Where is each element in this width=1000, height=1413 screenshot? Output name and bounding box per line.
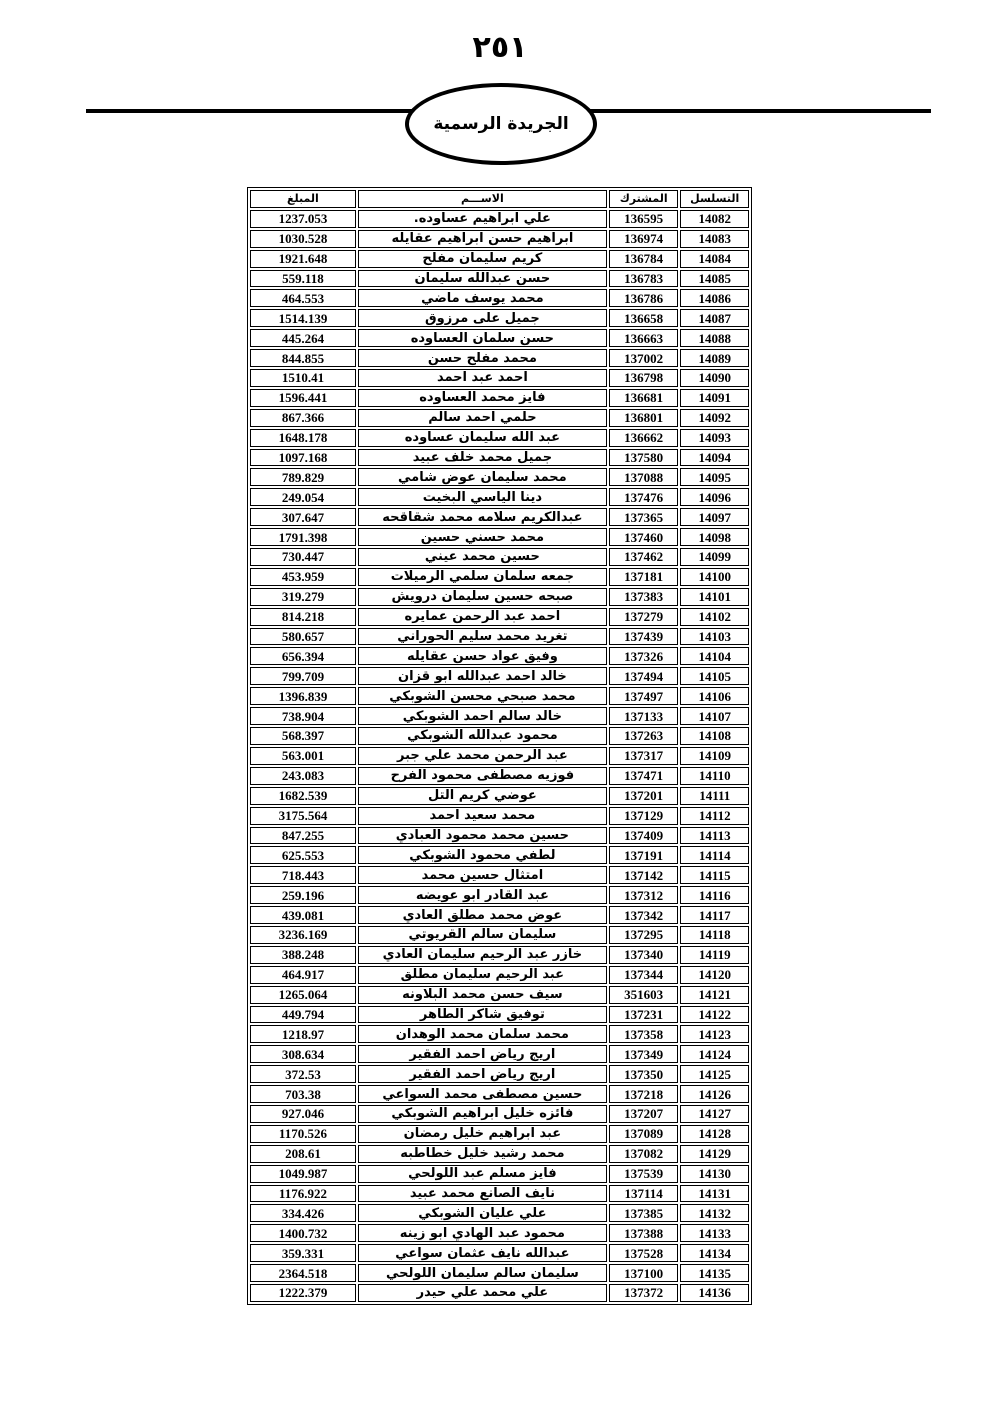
- subscriber-cell: 137142: [609, 866, 679, 884]
- amount-cell: 2364.518: [250, 1264, 356, 1282]
- name-cell: علي عليان الشوبكي: [358, 1204, 607, 1222]
- table-row: [250, 866, 749, 884]
- subscriber-cell: 137218: [609, 1085, 679, 1103]
- serial-cell: 14135: [680, 1264, 749, 1282]
- subscriber-cell: 137349: [609, 1045, 679, 1063]
- name-cell: نايف الصانع محمد عبيد: [358, 1185, 607, 1203]
- table-row: [250, 468, 749, 486]
- amount-cell: 1265.064: [250, 986, 356, 1004]
- table-row: [250, 1244, 749, 1262]
- serial-cell: 14089: [680, 349, 749, 367]
- amount-cell: 1921.648: [250, 250, 356, 268]
- subscriber-cell: 136681: [609, 389, 679, 407]
- name-cell: ابراهيم حسن ابراهيم عقايله: [358, 230, 607, 248]
- subscriber-cell: 137439: [609, 628, 679, 646]
- table-row: [250, 886, 749, 904]
- table-row: [250, 926, 749, 944]
- name-cell: توفيق شاكر الطاهر: [358, 1006, 607, 1024]
- subscriber-cell: 137372: [609, 1284, 679, 1302]
- name-cell: عبد ابراهيم خليل رمضان: [358, 1125, 607, 1143]
- name-cell: جميل محمد خلف عبيد: [358, 449, 607, 467]
- table-row: [250, 309, 749, 327]
- subscriber-cell: 137201: [609, 787, 679, 805]
- table-row: [250, 1045, 749, 1063]
- table-row: [250, 707, 749, 725]
- table-row: [250, 289, 749, 307]
- serial-cell: 14083: [680, 230, 749, 248]
- subscriber-cell: 137231: [609, 1006, 679, 1024]
- subscriber-cell: 137181: [609, 568, 679, 586]
- table-row: [250, 449, 749, 467]
- subscriber-cell: 137365: [609, 508, 679, 526]
- name-cell: عوض محمد مطلق العادي: [358, 906, 607, 924]
- subscriber-cell: 137460: [609, 528, 679, 546]
- column-header-name: الاســـم: [358, 190, 607, 208]
- name-cell: سيف حسن محمد البلاونه: [358, 986, 607, 1004]
- table-row: [250, 1145, 749, 1163]
- amount-cell: 580.657: [250, 628, 356, 646]
- serial-cell: 14106: [680, 687, 749, 705]
- serial-cell: 14132: [680, 1204, 749, 1222]
- subscriber-cell: 137089: [609, 1125, 679, 1143]
- subscriber-cell: 137528: [609, 1244, 679, 1262]
- amount-cell: 1097.168: [250, 449, 356, 467]
- table-row: [250, 1264, 749, 1282]
- serial-cell: 14094: [680, 449, 749, 467]
- name-cell: فائزه خليل ابراهيم الشوبكي: [358, 1105, 607, 1123]
- gazette-title: الجريدة الرسمية: [433, 114, 569, 134]
- serial-cell: 14107: [680, 707, 749, 725]
- subscriber-cell: 137497: [609, 687, 679, 705]
- table-row: [250, 767, 749, 785]
- table-row: [250, 687, 749, 705]
- name-cell: محمد سعيد احمد: [358, 807, 607, 825]
- serial-cell: 14085: [680, 270, 749, 288]
- serial-cell: 14129: [680, 1145, 749, 1163]
- subscriber-cell: 137317: [609, 747, 679, 765]
- serial-cell: 14116: [680, 886, 749, 904]
- table-row: [250, 946, 749, 964]
- amount-cell: 439.081: [250, 906, 356, 924]
- table-row: [250, 747, 749, 765]
- amount-cell: 656.394: [250, 647, 356, 665]
- serial-cell: 14082: [680, 210, 749, 228]
- amount-cell: 1514.139: [250, 309, 356, 327]
- amount-cell: 388.248: [250, 946, 356, 964]
- amount-cell: 1030.528: [250, 230, 356, 248]
- name-cell: اريج رياض احمد الفقير: [358, 1065, 607, 1083]
- table-row: [250, 389, 749, 407]
- table-row: [250, 1025, 749, 1043]
- amount-cell: 1396.839: [250, 687, 356, 705]
- name-cell: علي محمد علي حيدر: [358, 1284, 607, 1302]
- records-table-wrapper: [247, 187, 752, 1305]
- amount-cell: 927.046: [250, 1105, 356, 1123]
- subscriber-cell: 137350: [609, 1065, 679, 1083]
- name-cell: احمد عبد احمد: [358, 369, 607, 387]
- subscriber-cell: 137494: [609, 667, 679, 685]
- name-cell: خازر عبد الرحيم سليمان العادي: [358, 946, 607, 964]
- table-row: [250, 508, 749, 526]
- table-row: [250, 588, 749, 606]
- amount-cell: 307.647: [250, 508, 356, 526]
- serial-cell: 14130: [680, 1165, 749, 1183]
- table-row: [250, 568, 749, 586]
- table-row: [250, 727, 749, 745]
- name-cell: اريج رياض احمد الفقير: [358, 1045, 607, 1063]
- subscriber-cell: 137263: [609, 727, 679, 745]
- name-cell: محمد حسني حسين: [358, 528, 607, 546]
- amount-cell: 559.118: [250, 270, 356, 288]
- subscriber-cell: 136784: [609, 250, 679, 268]
- amount-cell: 799.709: [250, 667, 356, 685]
- table-row: [250, 1065, 749, 1083]
- subscriber-cell: 137580: [609, 449, 679, 467]
- amount-cell: 208.61: [250, 1145, 356, 1163]
- name-cell: امتثال حسين محمد: [358, 866, 607, 884]
- serial-cell: 14114: [680, 846, 749, 864]
- table-row: [250, 628, 749, 646]
- table-row: [250, 846, 749, 864]
- serial-cell: 14109: [680, 747, 749, 765]
- name-cell: احمد عبد الرحمن عمايره: [358, 608, 607, 626]
- name-cell: سليمان سالم القريوتي: [358, 926, 607, 944]
- amount-cell: 730.447: [250, 548, 356, 566]
- amount-cell: 359.331: [250, 1244, 356, 1262]
- table-row: [250, 1006, 749, 1024]
- serial-cell: 14088: [680, 329, 749, 347]
- amount-cell: 718.443: [250, 866, 356, 884]
- serial-cell: 14113: [680, 827, 749, 845]
- serial-cell: 14126: [680, 1085, 749, 1103]
- amount-cell: 814.218: [250, 608, 356, 626]
- table-row: [250, 1125, 749, 1143]
- amount-cell: 1510.41: [250, 369, 356, 387]
- table-row: [250, 1085, 749, 1103]
- serial-cell: 14112: [680, 807, 749, 825]
- table-row: [250, 409, 749, 427]
- serial-cell: 14095: [680, 468, 749, 486]
- serial-cell: 14110: [680, 767, 749, 785]
- amount-cell: 844.855: [250, 349, 356, 367]
- table-row: [250, 270, 749, 288]
- amount-cell: 1791.398: [250, 528, 356, 546]
- amount-cell: 449.794: [250, 1006, 356, 1024]
- amount-cell: 243.083: [250, 767, 356, 785]
- serial-cell: 14105: [680, 667, 749, 685]
- name-cell: عوضي كريم التل: [358, 787, 607, 805]
- serial-cell: 14097: [680, 508, 749, 526]
- name-cell: محمد سليمان عوض شامي: [358, 468, 607, 486]
- subscriber-cell: 137462: [609, 548, 679, 566]
- table-row: [250, 548, 749, 566]
- serial-cell: 14098: [680, 528, 749, 546]
- name-cell: فايز محمد العساوده: [358, 389, 607, 407]
- name-cell: جميل على مرزوق: [358, 309, 607, 327]
- table-row: [250, 807, 749, 825]
- subscriber-cell: 137191: [609, 846, 679, 864]
- name-cell: حسين محمد محمود العبادي: [358, 827, 607, 845]
- name-cell: محمد سلمان محمد الوهدان: [358, 1025, 607, 1043]
- serial-cell: 14103: [680, 628, 749, 646]
- name-cell: حسين محمد عيني: [358, 548, 607, 566]
- column-header-serial: التسلسل: [680, 190, 749, 208]
- serial-cell: 14134: [680, 1244, 749, 1262]
- amount-cell: 259.196: [250, 886, 356, 904]
- amount-cell: 625.553: [250, 846, 356, 864]
- serial-cell: 14096: [680, 488, 749, 506]
- subscriber-cell: 137295: [609, 926, 679, 944]
- serial-cell: 14121: [680, 986, 749, 1004]
- subscriber-cell: 137133: [609, 707, 679, 725]
- table-row: [250, 488, 749, 506]
- name-cell: عبدالله نايف عثمان سواعي: [358, 1244, 607, 1262]
- table-row: [250, 966, 749, 984]
- amount-cell: 1176.922: [250, 1185, 356, 1203]
- amount-cell: 249.054: [250, 488, 356, 506]
- amount-cell: 738.904: [250, 707, 356, 725]
- table-row: [250, 1284, 749, 1302]
- table-row: [250, 528, 749, 546]
- subscriber-cell: 136801: [609, 409, 679, 427]
- name-cell: عبد القادر ابو عويضه: [358, 886, 607, 904]
- amount-cell: 445.264: [250, 329, 356, 347]
- serial-cell: 14122: [680, 1006, 749, 1024]
- amount-cell: 1400.732: [250, 1224, 356, 1242]
- name-cell: وفيق عواد حسن عقايله: [358, 647, 607, 665]
- subscriber-cell: 136595: [609, 210, 679, 228]
- table-row: [250, 250, 749, 268]
- name-cell: جمعه سلمان سلمي الرميلات: [358, 568, 607, 586]
- amount-cell: 1648.178: [250, 429, 356, 447]
- serial-cell: 14118: [680, 926, 749, 944]
- amount-cell: 308.634: [250, 1045, 356, 1063]
- serial-cell: 14084: [680, 250, 749, 268]
- subscriber-cell: 137326: [609, 647, 679, 665]
- name-cell: لطفي محمود الشوبكي: [358, 846, 607, 864]
- subscriber-cell: 137207: [609, 1105, 679, 1123]
- serial-cell: 14086: [680, 289, 749, 307]
- table-row: [250, 608, 749, 626]
- name-cell: سليمان سالم سليمان اللولحي: [358, 1264, 607, 1282]
- name-cell: فوزيه مصطفى محمود الفرح: [358, 767, 607, 785]
- serial-cell: 14099: [680, 548, 749, 566]
- name-cell: خالد احمد عبدالله ابو قزان: [358, 667, 607, 685]
- subscriber-cell: 137385: [609, 1204, 679, 1222]
- table-row: [250, 329, 749, 347]
- table-row: [250, 667, 749, 685]
- name-cell: دينا الياسي البخيت: [358, 488, 607, 506]
- amount-cell: 789.829: [250, 468, 356, 486]
- amount-cell: 568.397: [250, 727, 356, 745]
- name-cell: صبحه حسين سليمان درويش: [358, 588, 607, 606]
- amount-cell: 464.553: [250, 289, 356, 307]
- subscriber-cell: 351603: [609, 986, 679, 1004]
- amount-cell: 1170.526: [250, 1125, 356, 1143]
- table-row: [250, 369, 749, 387]
- subscriber-cell: 137100: [609, 1264, 679, 1282]
- serial-cell: 14091: [680, 389, 749, 407]
- serial-cell: 14125: [680, 1065, 749, 1083]
- name-cell: حسين مصطفى محمد السواعي: [358, 1085, 607, 1103]
- amount-cell: 847.255: [250, 827, 356, 845]
- column-header-amount: المبلغ: [250, 190, 356, 208]
- amount-cell: 3175.564: [250, 807, 356, 825]
- table-row: [250, 1165, 749, 1183]
- amount-cell: 1222.379: [250, 1284, 356, 1302]
- subscriber-cell: 137082: [609, 1145, 679, 1163]
- table-row: [250, 787, 749, 805]
- name-cell: محمد صبحي محسن الشوبكي: [358, 687, 607, 705]
- table-row: [250, 1224, 749, 1242]
- subscriber-cell: 136663: [609, 329, 679, 347]
- name-cell: كريم سليمان مفلح: [358, 250, 607, 268]
- column-header-subscriber: المشترك: [609, 190, 679, 208]
- serial-cell: 14119: [680, 946, 749, 964]
- records-table: [247, 187, 752, 1305]
- amount-cell: 703.38: [250, 1085, 356, 1103]
- name-cell: حسن سلمان العساوده: [358, 329, 607, 347]
- subscriber-cell: 136974: [609, 230, 679, 248]
- subscriber-cell: 136786: [609, 289, 679, 307]
- amount-cell: 1596.441: [250, 389, 356, 407]
- subscriber-cell: 137409: [609, 827, 679, 845]
- subscriber-cell: 137344: [609, 966, 679, 984]
- name-cell: محمد مفلح حسن: [358, 349, 607, 367]
- name-cell: محمد يوسف ماضي: [358, 289, 607, 307]
- serial-cell: 14101: [680, 588, 749, 606]
- amount-cell: 372.53: [250, 1065, 356, 1083]
- serial-cell: 14100: [680, 568, 749, 586]
- serial-cell: 14136: [680, 1284, 749, 1302]
- serial-cell: 14092: [680, 409, 749, 427]
- table-row: [250, 986, 749, 1004]
- serial-cell: 14087: [680, 309, 749, 327]
- table-header-row: [250, 190, 749, 208]
- subscriber-cell: 137383: [609, 588, 679, 606]
- subscriber-cell: 137340: [609, 946, 679, 964]
- name-cell: تغريد محمد سليم الحوراني: [358, 628, 607, 646]
- subscriber-cell: 136798: [609, 369, 679, 387]
- subscriber-cell: 136783: [609, 270, 679, 288]
- subscriber-cell: 137388: [609, 1224, 679, 1242]
- table-row: [250, 1185, 749, 1203]
- amount-cell: 334.426: [250, 1204, 356, 1222]
- name-cell: حسن عبدالله سليمان: [358, 270, 607, 288]
- subscriber-cell: 136662: [609, 429, 679, 447]
- amount-cell: 464.917: [250, 966, 356, 984]
- name-cell: فايز مسلم عبد اللولحي: [358, 1165, 607, 1183]
- serial-cell: 14128: [680, 1125, 749, 1143]
- subscriber-cell: 137476: [609, 488, 679, 506]
- amount-cell: 453.959: [250, 568, 356, 586]
- serial-cell: 14090: [680, 369, 749, 387]
- table-row: [250, 210, 749, 228]
- name-cell: خالد سالم احمد الشوبكي: [358, 707, 607, 725]
- table-row: [250, 827, 749, 845]
- amount-cell: 3236.169: [250, 926, 356, 944]
- subscriber-cell: 137471: [609, 767, 679, 785]
- amount-cell: 1237.053: [250, 210, 356, 228]
- serial-cell: 14111: [680, 787, 749, 805]
- table-row: [250, 1204, 749, 1222]
- name-cell: عبد الله سليمان عساوده: [358, 429, 607, 447]
- serial-cell: 14108: [680, 727, 749, 745]
- subscriber-cell: 137312: [609, 886, 679, 904]
- name-cell: علي ابراهيم عساوده.: [358, 210, 607, 228]
- serial-cell: 14117: [680, 906, 749, 924]
- table-row: [250, 429, 749, 447]
- amount-cell: 563.001: [250, 747, 356, 765]
- serial-cell: 14104: [680, 647, 749, 665]
- subscriber-cell: 137358: [609, 1025, 679, 1043]
- table-row: [250, 1105, 749, 1123]
- subscriber-cell: 137342: [609, 906, 679, 924]
- subscriber-cell: 136658: [609, 309, 679, 327]
- name-cell: حلمي احمد سالم: [358, 409, 607, 427]
- gazette-title-oval: [405, 83, 597, 165]
- name-cell: عبد الرحيم سليمان مطلق: [358, 966, 607, 984]
- serial-cell: 14123: [680, 1025, 749, 1043]
- amount-cell: 1218.97: [250, 1025, 356, 1043]
- name-cell: محمود عبدالله الشوبكي: [358, 727, 607, 745]
- serial-cell: 14131: [680, 1185, 749, 1203]
- subscriber-cell: 137539: [609, 1165, 679, 1183]
- amount-cell: 1682.539: [250, 787, 356, 805]
- name-cell: محمد رشيد خليل خطاطبه: [358, 1145, 607, 1163]
- page-number: ٢٥١: [472, 30, 528, 65]
- serial-cell: 14102: [680, 608, 749, 626]
- subscriber-cell: 137088: [609, 468, 679, 486]
- serial-cell: 14093: [680, 429, 749, 447]
- name-cell: عبد الرحمن محمد علي جبر: [358, 747, 607, 765]
- name-cell: عبدالكريم سلامه محمد شقاقحه: [358, 508, 607, 526]
- subscriber-cell: 137129: [609, 807, 679, 825]
- serial-cell: 14120: [680, 966, 749, 984]
- table-row: [250, 230, 749, 248]
- amount-cell: 1049.987: [250, 1165, 356, 1183]
- table-row: [250, 349, 749, 367]
- serial-cell: 14115: [680, 866, 749, 884]
- subscriber-cell: 137114: [609, 1185, 679, 1203]
- serial-cell: 14124: [680, 1045, 749, 1063]
- serial-cell: 14127: [680, 1105, 749, 1123]
- table-row: [250, 906, 749, 924]
- table-body: [250, 210, 749, 1302]
- serial-cell: 14133: [680, 1224, 749, 1242]
- amount-cell: 319.279: [250, 588, 356, 606]
- amount-cell: 867.366: [250, 409, 356, 427]
- table-row: [250, 647, 749, 665]
- name-cell: محمود عبد الهادي ابو زينه: [358, 1224, 607, 1242]
- subscriber-cell: 137279: [609, 608, 679, 626]
- subscriber-cell: 137002: [609, 349, 679, 367]
